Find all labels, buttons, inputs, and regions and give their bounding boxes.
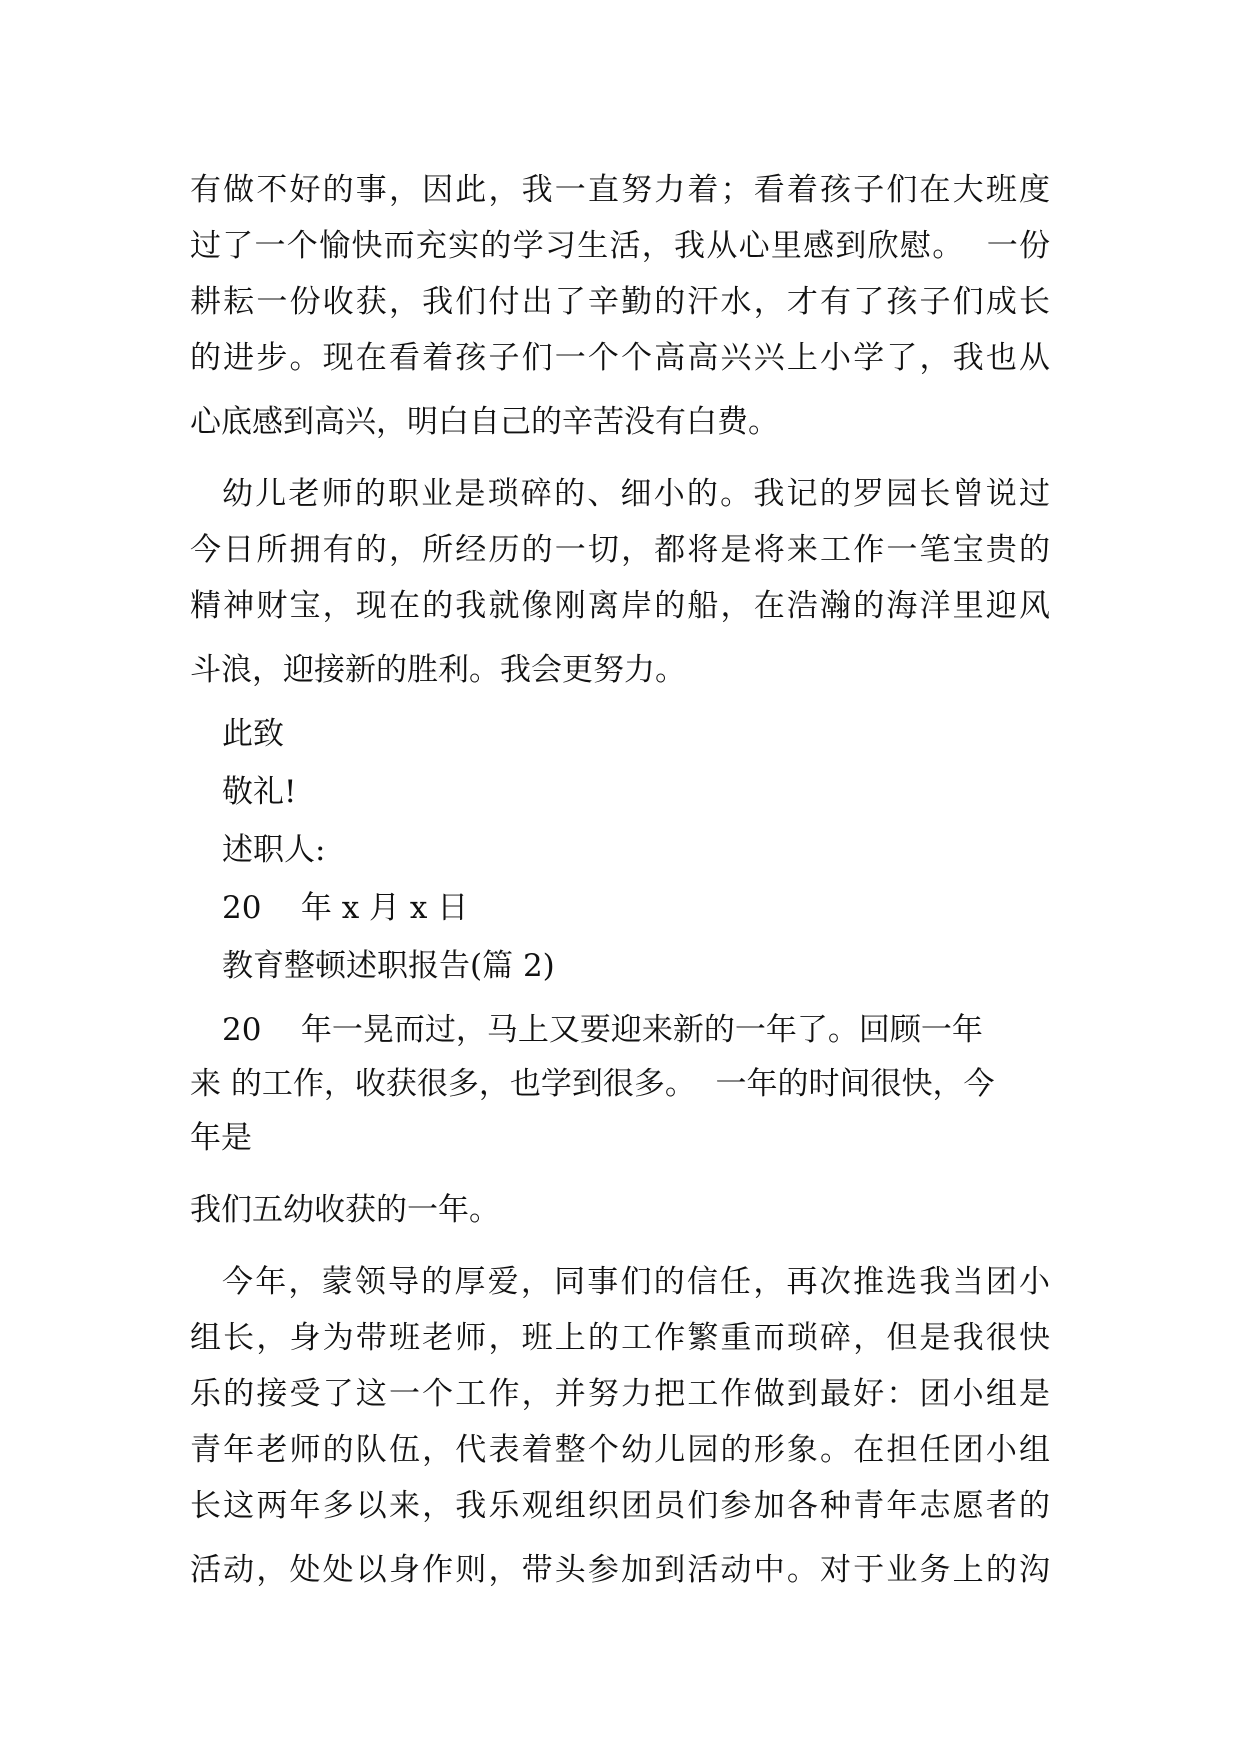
salutation-line: 敬礼!: [222, 774, 297, 810]
text-line: 有做不好的事，因此，我一直努力着；看着孩子们在大班度: [190, 172, 1050, 208]
text-line: 来 的工作，收获很多，也学到很多。 一年的时间很快，今: [190, 1066, 995, 1102]
text-line: 精神财宝，现在的我就像刚离岸的船，在浩瀚的海洋里迎风: [190, 588, 1050, 624]
text-line: 耕耘一份收获，我们付出了辛勤的汗水，才有了孩子们成长: [190, 284, 1050, 320]
text-line: 今年，蒙领导的厚爱，同事们的信任，再次推选我当团小: [222, 1264, 1050, 1300]
text-line: 乐的接受了这一个工作，并努力把工作做到最好：团小组是: [190, 1376, 1050, 1412]
text-line: 过了一个愉快而充实的学习生活，我从心里感到欣慰。 一份: [190, 228, 1050, 264]
text-line: 长这两年多以来，我乐观组织团员们参加各种青年志愿者的: [190, 1488, 1050, 1524]
salutation-line: 此致: [222, 716, 284, 752]
text-line: 我们五幼收获的一年。: [190, 1192, 500, 1228]
text-line: 斗浪，迎接新的胜利。我会更努力。: [190, 652, 686, 688]
text-line: 组长，身为带班老师，班上的工作繁重而琐碎，但是我很快: [190, 1320, 1050, 1356]
text-line: 心底感到高兴，明白自己的辛苦没有白费。: [190, 404, 779, 440]
text-line: 幼儿老师的职业是琐碎的、细小的。我记的罗园长曾说过: [222, 476, 1050, 512]
signer-line: 述职人:: [222, 832, 326, 868]
text-line: 今日所拥有的，所经历的一切，都将是将来工作一笔宝贵的: [190, 532, 1050, 568]
date-line: 20 年 x 月 x 日: [222, 890, 469, 926]
text-line: 的进步。现在看着孩子们一个个高高兴兴上小学了，我也从: [190, 340, 1050, 376]
text-line: 活动，处处以身作则，带头参加到活动中。对于业务上的沟: [190, 1552, 1050, 1588]
text-line: 青年老师的队伍，代表着整个幼儿园的形象。在担任团小组: [190, 1432, 1050, 1468]
text-line: 年是: [190, 1120, 252, 1156]
text-line: 20 年一晃而过，马上又要迎来新的一年了。回顾一年: [222, 1012, 983, 1048]
section-title: 教育整顿述职报告(篇 2): [222, 948, 555, 984]
